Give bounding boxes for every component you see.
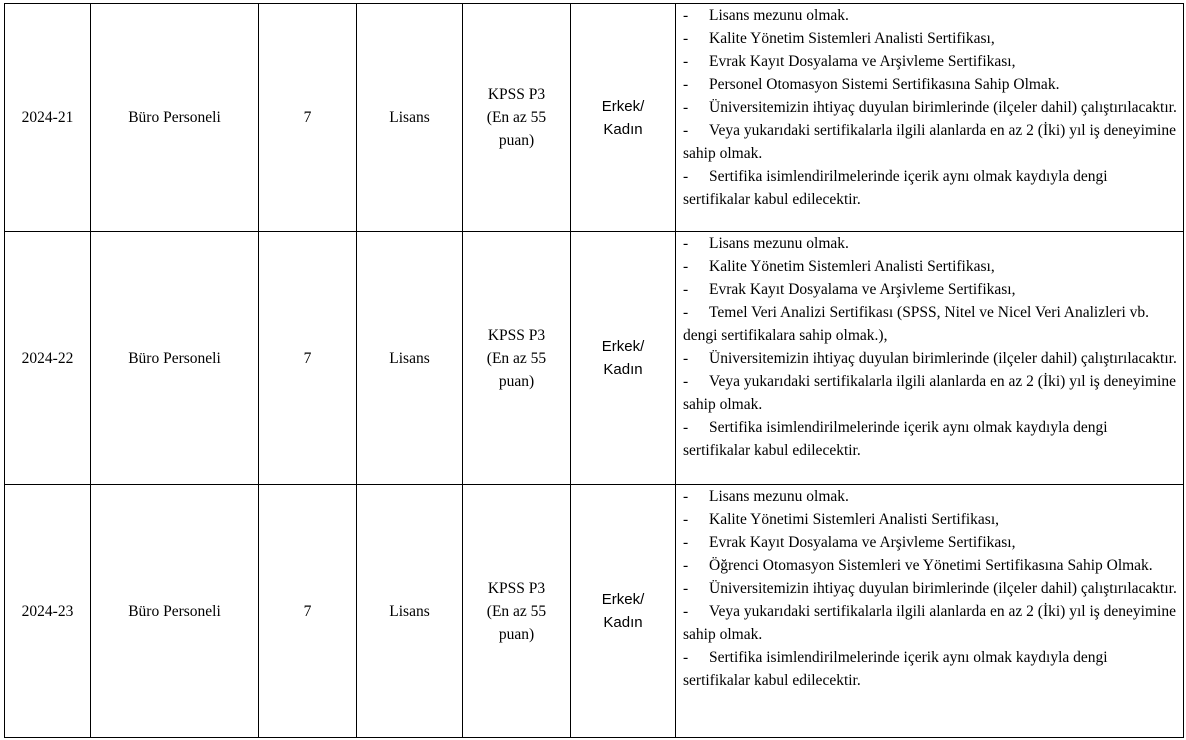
requirement-item: - Lisans mezunu olmak. <box>683 488 849 505</box>
kpss-line: (En az 55 <box>486 602 547 620</box>
position-code: 2024-21 <box>5 4 91 232</box>
position-table-wrapper <box>4 3 1184 738</box>
requirement-text: Sertifika isimlendirilmelerinde içerik aynı olmak kaydıyla dengi sertifikalar kabul edilecektir. <box>683 419 1108 459</box>
requirement-item: - Öğrenci Otomasyon Sistemleri ve Yönetimi Sertifikasına Sahip Olmak. <box>683 557 1153 574</box>
requirement-item: - Evrak Kayıt Dosyalama ve Arşivleme Sertifikası, <box>683 534 1016 551</box>
kpss-line: puan) <box>498 132 535 149</box>
requirement-item: - Üniversitemizin ihtiyaç duyulan birimlerinde (ilçeler dahil) çalıştırılacaktır. <box>683 350 1177 367</box>
requirement-text: Sertifika isimlendirilmelerinde içerik aynı olmak kaydıyla dengi sertifikalar kabul edilecektir. <box>683 168 1108 208</box>
requirement-text: Veya yukarıdaki sertifikalarla ilgili alanlarda en az 2 (İki) yıl iş deneyimine sahip olmak. <box>683 603 1176 643</box>
position-code: 2024-22 <box>5 232 91 485</box>
gender-line: Erkek/ <box>601 97 645 115</box>
requirements-cell <box>676 4 1184 232</box>
requirement-text: Evrak Kayıt Dosyalama ve Arşivleme Sertifikası, <box>709 281 1016 298</box>
kpss-line: puan) <box>498 372 535 390</box>
education-level: Lisans <box>357 4 463 232</box>
position-count: 7 <box>259 232 357 485</box>
requirement-item: - Sertifika isimlendirilmelerinde içerik aynı olmak kaydıyla dengi sertifikalar kabul edilecektir. <box>683 168 1108 208</box>
requirement-text: Lisans mezunu olmak. <box>709 488 849 505</box>
position-table <box>4 3 1184 738</box>
requirement-text: Temel Veri Analizi Sertifikası (SPSS, Nitel ve Nicel Veri Analizleri vb. dengi sertifikalara sahip olmak.), <box>683 304 1150 344</box>
gender-line: Erkek/ <box>601 591 645 608</box>
education-level: Lisans <box>357 485 463 738</box>
kpss-line: KPSS P3 <box>487 579 546 597</box>
requirement-item: - Üniversitemizin ihtiyaç duyulan birimlerinde (ilçeler dahil) çalıştırılacaktır. <box>683 99 1177 116</box>
requirement-text: Lisans mezunu olmak. <box>709 235 849 252</box>
requirement-item: - Kalite Yönetim Sistemleri Analisti Sertifikası, <box>683 30 995 47</box>
kpss-requirement <box>463 4 571 232</box>
requirement-item: - Sertifika isimlendirilmelerinde içerik aynı olmak kaydıyla dengi sertifikalar kabul edilecektir. <box>683 419 1108 459</box>
requirement-item: - Lisans mezunu olmak. <box>683 7 849 24</box>
gender-line: Kadın <box>603 120 643 138</box>
requirement-item: - Lisans mezunu olmak. <box>683 235 849 252</box>
gender <box>571 4 676 232</box>
requirement-text: Evrak Kayıt Dosyalama ve Arşivleme Sertifikası, <box>709 534 1016 551</box>
education-level: Lisans <box>357 232 463 485</box>
requirement-text: Lisans mezunu olmak. <box>709 7 849 24</box>
table-row <box>5 232 1184 485</box>
position-code: 2024-23 <box>5 485 91 738</box>
position-title: Büro Personeli <box>91 232 259 485</box>
position-title: Büro Personeli <box>91 485 259 738</box>
position-count: 7 <box>259 4 357 232</box>
requirement-item: - Veya yukarıdaki sertifikalarla ilgili alanlarda en az 2 (İki) yıl iş deneyimine sahip olmak. <box>683 373 1176 413</box>
requirement-text: Kalite Yönetim Sistemleri Analisti Sertifikası, <box>709 30 995 47</box>
requirement-text: Veya yukarıdaki sertifikalarla ilgili alanlarda en az 2 (İki) yıl iş deneyimine sahip olmak. <box>683 122 1176 162</box>
requirement-text: Kalite Yönetim Sistemleri Analisti Sertifikası, <box>709 258 995 275</box>
requirement-item: - Veya yukarıdaki sertifikalarla ilgili alanlarda en az 2 (İki) yıl iş deneyimine sahip olmak. <box>683 122 1176 162</box>
requirement-item: - Evrak Kayıt Dosyalama ve Arşivleme Sertifikası, <box>683 281 1016 298</box>
requirement-text: Veya yukarıdaki sertifikalarla ilgili alanlarda en az 2 (İki) yıl iş deneyimine sahip olmak. <box>683 373 1176 413</box>
kpss-requirement <box>463 485 571 738</box>
requirement-text: Sertifika isimlendirilmelerinde içerik aynı olmak kaydıyla dengi sertifikalar kabul edilecektir. <box>683 649 1108 689</box>
requirement-text: Kalite Yönetimi Sistemleri Analisti Sertifikası, <box>709 511 1000 528</box>
requirements-cell <box>676 232 1184 485</box>
requirement-item: - Personel Otomasyon Sistemi Sertifikasına Sahip Olmak. <box>683 76 1060 93</box>
requirement-text: Üniversitemizin ihtiyaç duyulan birimlerinde (ilçeler dahil) çalıştırılacaktır. <box>709 99 1177 116</box>
table-row <box>5 485 1184 738</box>
requirement-text: Öğrenci Otomasyon Sistemleri ve Yönetimi Sertifikasına Sahip Olmak. <box>709 557 1153 574</box>
requirement-item: - Üniversitemizin ihtiyaç duyulan birimlerinde (ilçeler dahil) çalıştırılacaktır. <box>683 580 1177 597</box>
gender <box>571 485 676 738</box>
requirement-text: Üniversitemizin ihtiyaç duyulan birimlerinde (ilçeler dahil) çalıştırılacaktır. <box>709 350 1177 367</box>
position-count: 7 <box>259 485 357 738</box>
table-row <box>5 4 1184 232</box>
requirement-text: Personel Otomasyon Sistemi Sertifikasına Sahip Olmak. <box>709 76 1060 93</box>
requirement-item: - Veya yukarıdaki sertifikalarla ilgili alanlarda en az 2 (İki) yıl iş deneyimine sahip olmak. <box>683 603 1176 643</box>
gender-line: Erkek/ <box>601 338 645 355</box>
requirement-item: - Sertifika isimlendirilmelerinde içerik aynı olmak kaydıyla dengi sertifikalar kabul edilecektir. <box>683 649 1108 689</box>
position-title: Büro Personeli <box>91 4 259 232</box>
requirements-cell <box>676 485 1184 738</box>
requirement-item: - Kalite Yönetimi Sistemleri Analisti Sertifikası, <box>683 511 1000 528</box>
kpss-line: (En az 55 <box>486 349 547 367</box>
kpss-requirement <box>463 232 571 485</box>
gender-line: Kadın <box>603 361 643 378</box>
requirement-item: - Kalite Yönetim Sistemleri Analisti Sertifikası, <box>683 258 995 275</box>
gender-line: Kadın <box>603 614 643 631</box>
requirement-item: - Evrak Kayıt Dosyalama ve Arşivleme Sertifikası, <box>683 53 1016 70</box>
kpss-line: (En az 55 <box>486 109 547 126</box>
requirement-item: - Temel Veri Analizi Sertifikası (SPSS, Nitel ve Nicel Veri Analizleri vb. dengi sertifikalara sahip olmak.), <box>683 304 1150 344</box>
requirement-text: Üniversitemizin ihtiyaç duyulan birimlerinde (ilçeler dahil) çalıştırılacaktır. <box>709 580 1177 597</box>
kpss-line: puan) <box>498 625 535 643</box>
kpss-line: KPSS P3 <box>487 326 546 344</box>
requirement-text: Evrak Kayıt Dosyalama ve Arşivleme Sertifikası, <box>709 53 1016 70</box>
kpss-line: KPSS P3 <box>487 86 546 103</box>
gender <box>571 232 676 485</box>
